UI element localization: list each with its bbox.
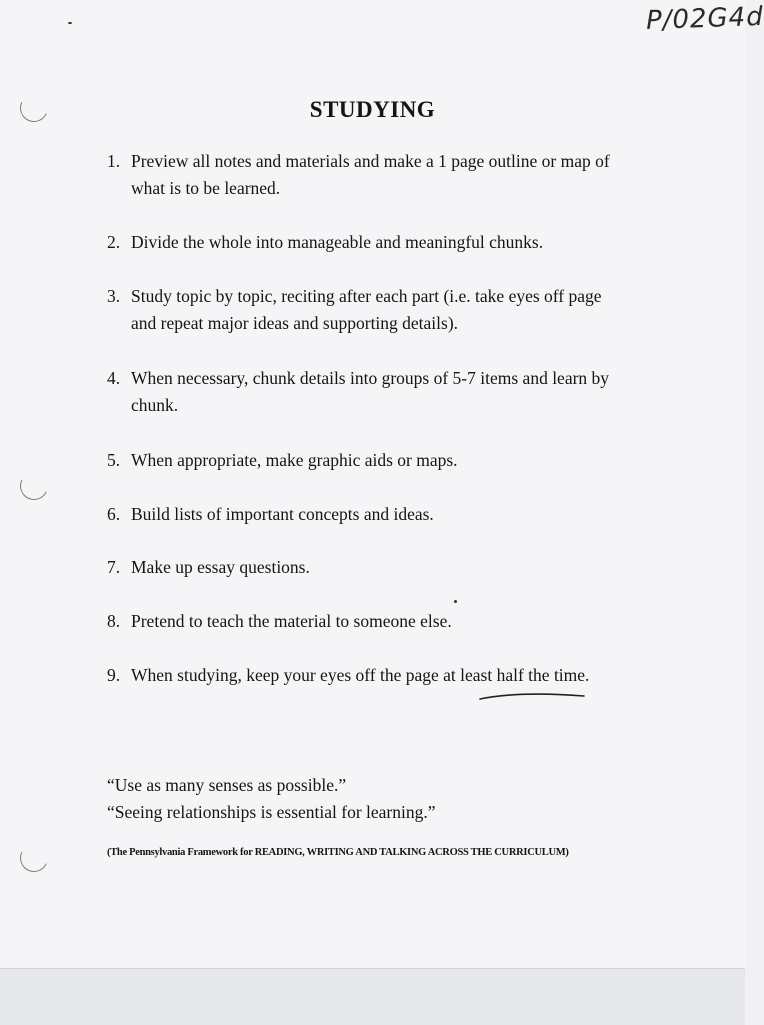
item-number: 3. (107, 286, 121, 306)
ink-speck (68, 22, 72, 24)
item-text: When studying, keep your eyes off the page at least half the time. (131, 665, 590, 685)
source-citation: (The Pennsylvania Framework for READING, WRITING AND TALKING ACROSS THE CURRICULUM) (107, 847, 569, 858)
item-number: 7. (107, 557, 121, 577)
item-number: 2. (107, 232, 121, 252)
pen-underline (478, 688, 586, 702)
quote-relationships: “Seeing relationships is essential for learning.” (107, 802, 436, 822)
list-item (107, 501, 627, 528)
list-item (107, 148, 627, 202)
list-item (107, 283, 627, 337)
item-number: 8. (107, 611, 121, 631)
page-title: STUDYING (309, 97, 436, 122)
quote-senses: “Use as many senses as possible.” (107, 775, 347, 795)
list-item (107, 608, 627, 635)
item-text: Build lists of important concepts and ideas. (131, 504, 434, 524)
item-number: 4. (107, 368, 121, 388)
list-item (107, 447, 627, 474)
scan-bottom-strip (0, 968, 745, 1025)
list-item (107, 662, 627, 689)
item-number: 1. (107, 151, 121, 171)
list-item (107, 554, 627, 581)
item-text: When appropriate, make graphic aids or maps. (131, 450, 458, 470)
list-item (107, 365, 627, 419)
item-number: 9. (107, 665, 121, 685)
handwritten-note: P/02G4d (645, 1, 764, 37)
item-number: 5. (107, 450, 121, 470)
item-text: Preview all notes and materials and make a 1 page outline or map of what is to be learned. (131, 151, 610, 198)
punch-hole (16, 468, 52, 504)
punch-hole (16, 840, 52, 876)
item-text: Divide the whole into manageable and meaningful chunks. (131, 232, 544, 252)
item-text: Pretend to teach the material to someone else. (131, 611, 452, 631)
list-item (107, 229, 627, 256)
ink-speck (454, 600, 457, 603)
item-text: When necessary, chunk details into groups of 5-7 items and learn by chunk. (131, 368, 610, 415)
item-number: 6. (107, 504, 121, 524)
item-text: Make up essay questions. (131, 557, 310, 577)
item-text: Study topic by topic, reciting after each part (i.e. take eyes off page and repeat major ideas and supporting details). (131, 286, 602, 333)
